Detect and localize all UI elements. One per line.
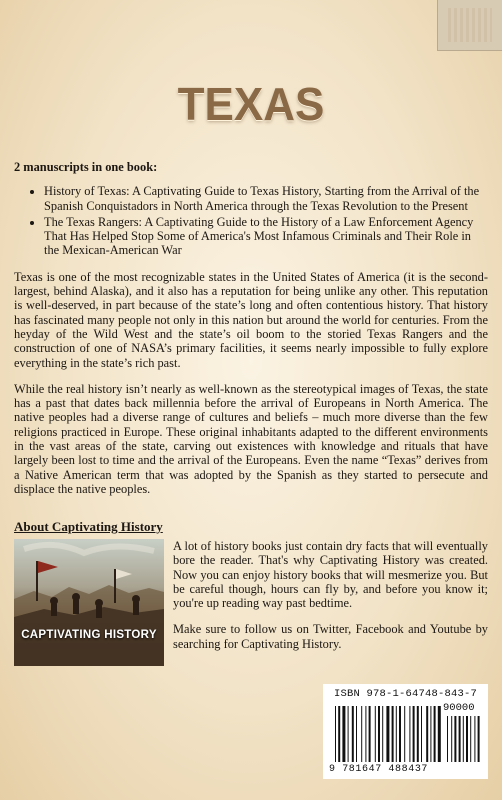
- barcode-bar: [454, 716, 456, 762]
- barcode-bar: [438, 706, 441, 762]
- barcode-bar: [426, 706, 428, 762]
- book-title: TEXAS: [177, 78, 325, 131]
- barcode-bar: [459, 716, 461, 762]
- barcode-bar: [375, 706, 376, 762]
- publisher-painting-image: [14, 539, 164, 666]
- barcode-bar: [478, 716, 480, 762]
- barcode-bar: [434, 706, 436, 762]
- barcode-bar: [421, 706, 422, 762]
- barcode-bar: [356, 706, 357, 762]
- ean-digits: 9 781647 488437: [329, 764, 429, 775]
- barcode-bar: [466, 716, 468, 762]
- about-paragraph: Make sure to follow us on Twitter, Facebook and Youtube by searching for Captivating History.: [173, 622, 488, 651]
- about-text: [173, 539, 488, 663]
- about-heading: About Captivating History: [14, 519, 163, 534]
- about-paragraph: A lot of history books just contain dry facts that will eventually bore the reader. That's why Captivating History was created. Now you can enjoy history books that will mesmerize you. But be careful though, hours can fly by, and before you know it; you're up reading way past bedtime.: [173, 539, 488, 611]
- barcode-bar: [447, 716, 448, 762]
- barcode-bar: [404, 706, 405, 762]
- barcode-bar: [338, 706, 340, 762]
- manuscript-item: • History of Texas: A Captivating Guide to Texas History, Starting from the Arrival of the Spanish Conquistadors in North America through the Texas Revolution to the Present: [44, 184, 488, 213]
- description-paragraph: While the real history isn’t nearly as well-known as the stereotypical images of Texas, the state has a past that dates back millennia before the arrival of Europeans in North America. The native peoples had a diverse range of cultures and beliefs – much more diverse than the few religions practiced in Europe. These original inhabitants adapted to the different environments in the vast areas of the state, carving out existences with knowledge and rituals that have largely been lost to time and the arrival of the Europeans. Even the name “Texas” derives from a Native American term that was adopted by the Spanish as they started to persecute and displace the native peoples.: [14, 381, 488, 496]
- barcode-bar: [451, 716, 452, 762]
- barcode-bar: [342, 706, 345, 762]
- barcode-bar: [463, 716, 464, 762]
- barcode-bar: [396, 706, 397, 762]
- barcode-bar: [417, 706, 419, 762]
- barcode-bar: [352, 706, 354, 762]
- barcode-bar: [382, 706, 383, 762]
- barcode-bar: [470, 716, 471, 762]
- manuscript-item: • The Texas Rangers: A Captivating Guide to the History of a Law Enforcement Agency That Has Helped Stop Some of America's Most Infamous Criminals and Their Role in the Mexican-American War: [44, 215, 488, 258]
- barcode-bar: [392, 706, 394, 762]
- isbn-number: ISBN 978-1-64748-843-7: [333, 688, 478, 700]
- isbn-barcode: [323, 684, 488, 779]
- back-cover-content: [14, 160, 488, 508]
- barcode-bar: [335, 706, 336, 762]
- manuscript-list: [14, 184, 488, 257]
- barcode-bar: [413, 706, 415, 762]
- barcode-bar: [361, 706, 362, 762]
- barcode-bar: [430, 706, 431, 762]
- corner-stamp: [437, 0, 502, 51]
- barcode-bar: [378, 706, 380, 762]
- description-paragraph: Texas is one of the most recognizable states in the United States of America (it is the second-largest, behind Alaska), and it also has a reputation for being unlike any other. This reputation is well-deserved, in part because of the state’s long and often contentious history. That history has fascinated many people not only in this nation but around the world for centuries. From the heyday of the Wild West and the state’s oil boom to the storied Texas Rangers and the construction of one of NASA’s primary facilities, it seems nearly impossible to fully explore everything in the state’s rich past.: [14, 269, 488, 370]
- barcode-bar: [348, 706, 349, 762]
- barcode-bar: [386, 706, 389, 762]
- barcode-bar: [365, 706, 366, 762]
- battle-scene-illustration: [14, 539, 164, 666]
- intro-line: 2 manuscripts in one book:: [14, 160, 158, 174]
- barcode-bar: [369, 706, 371, 762]
- publisher-logo-text: CAPTIVATING HISTORY: [21, 629, 157, 641]
- barcode-bar: [474, 716, 475, 762]
- barcode-bar: [399, 706, 401, 762]
- barcode-bar: [409, 706, 410, 762]
- price-code: 90000: [443, 702, 475, 714]
